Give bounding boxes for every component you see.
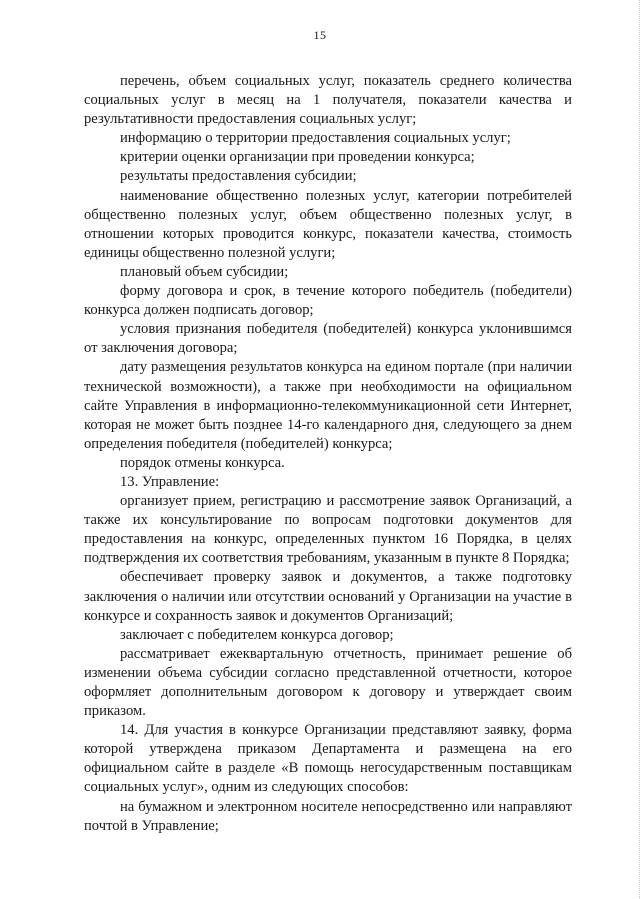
paragraph-public-services: наименование общественно полезных услуг, категории потребителей общественно полезных услуг, объем общественно полезных услуг, в отношении которых проводится конкурс, показатели качества, стоимость единицы общественно полезной услуги;: [84, 187, 572, 261]
paragraph-planned-subsidy: плановый объем субсидии;: [120, 263, 289, 280]
paragraph-section-13: 13. Управление:: [120, 473, 220, 490]
paragraph-paper-submission: на бумажном и электронном носителе непосредственно или направляют почтой в Управление;: [84, 798, 572, 834]
paragraph-section-14: 14. Для участия в конкурсе Организации представляют заявку, форма которой утверждена приказом Департамента и размещена на его официальном сайте в разделе «В помощь негосударственным поставщикам социальных услуг», одним из следующих способов:: [84, 722, 572, 796]
paragraph-subsidy-results: результаты предоставления субсидии;: [120, 168, 357, 185]
document-body: [84, 72, 572, 836]
paragraph-contract-form: форму договора и срок, в течение которого победитель (победители) конкурса должен подписать договор;: [84, 283, 572, 319]
paragraph-verification: обеспечивает проверку заявок и документов, а также подготовку заключения о наличии или отсутствии оснований у Организации на участие в конкурсе и сохранность заявок и документов Организаций;: [84, 569, 572, 624]
paragraph-results-date: дату размещения результатов конкурса на едином портале (при наличии технической возможности), а также при необходимости на официальном сайте Управления в информационно-телекоммуникационной сети Интернет, которая не может быть позднее 14-го календарного дня, следующего за днем определения победителя (победителей) конкурса;: [84, 359, 572, 452]
paragraph-evasion-conditions: условия признания победителя (победителей) конкурса уклонившимся от заключения договора;: [84, 321, 572, 357]
paragraph-concludes-contract: заключает с победителем конкурса договор;: [120, 626, 394, 643]
paragraph-evaluation-criteria: критерии оценки организации при проведении конкурса;: [120, 149, 475, 166]
paragraph-quarterly-reports: рассматривает ежеквартальную отчетность, принимает решение об изменении объема субсидии согласно представленной отчетности, которое оформляет дополнительным договором к договору и утверждает своим приказом.: [84, 645, 572, 720]
paragraph-territory: информацию о территории предоставления социальных услуг;: [120, 130, 511, 147]
paragraph-cancellation: порядок отмены конкурса.: [120, 454, 285, 471]
paragraph-services-list: перечень, объем социальных услуг, показатель среднего количества социальных услуг в месяц на 1 получателя, показатели качества и результативности предоставления социальных услуг;: [84, 73, 572, 128]
page-number: 15: [313, 28, 327, 42]
paragraph-organizes-intake: организует прием, регистрацию и рассмотрение заявок Организаций, а также их консультирование по вопросам подготовки документов для предоставления на конкурс, определенных пунктом 16 Порядка, в целях подтверждения их соответствия требованиям, указанным в пункте 8 Порядка;: [84, 493, 572, 567]
